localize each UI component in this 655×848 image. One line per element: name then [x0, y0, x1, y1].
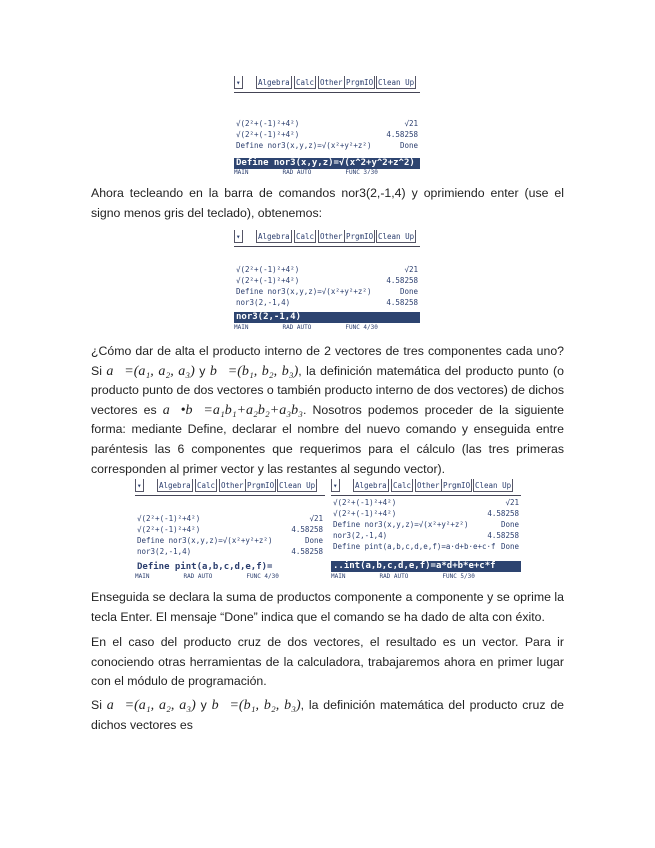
status-bar: MAIN RAD AUTO FUNC 4/30 — [135, 573, 279, 579]
entry-line: nor3(2,-1,4) — [234, 312, 420, 323]
calculator-screen-4 — [331, 479, 521, 579]
menu-prgmio: PrgmIO — [346, 232, 374, 241]
tools-icon: ▾ — [236, 78, 241, 87]
status-bar: MAIN RAD AUTO FUNC 5/30 — [331, 573, 475, 579]
menu-cleanup: Clean Up — [378, 232, 415, 241]
calculator-screen-1 — [234, 76, 420, 174]
dot-product-formula: a⃗•b⃗=a₁b₁+a₂b₂+a₃b₃ — [162, 402, 303, 418]
menu-calc: Calc — [296, 78, 315, 87]
menu-prgmio: PrgmIO — [346, 78, 374, 87]
history-row: √(2²+(-1)²+4²) √21 — [137, 514, 323, 523]
vector-a-formula: a⃗=(a₁, a₂, a₃) — [106, 698, 196, 713]
menu-prgmio: PrgmIO — [443, 481, 471, 490]
entry-line: Define nor3(x,y,z)=√(x^2+y^2+z^2) — [234, 158, 420, 169]
status-bar: MAIN RAD AUTO FUNC 4/30 — [234, 324, 378, 330]
history-row: Define nor3(x,y,z)=√(x²+y²+z²) Done — [137, 536, 323, 545]
history-row: √(2²+(-1)²+4²) 4.58258 — [236, 276, 418, 285]
menu-algebra: Algebra — [355, 481, 387, 490]
history-row: Define nor3(x,y,z)=√(x²+y²+z²) Done — [333, 520, 519, 529]
history-row: nor3(2,-1,4) 4.58258 — [236, 298, 418, 307]
history-area — [135, 513, 325, 557]
history-row: √(2²+(-1)²+4²) 4.58258 — [137, 525, 323, 534]
menu-calc: Calc — [393, 481, 412, 490]
history-row: Define nor3(x,y,z)=√(x²+y²+z²) Done — [236, 141, 418, 150]
history-area — [331, 497, 521, 552]
tools-icon: ▾ — [236, 232, 241, 241]
calculator-screen-3 — [135, 479, 325, 579]
entry-line: ..int(a,b,c,d,e,f)=a*d+b*e+c*f — [331, 561, 521, 572]
menu-cleanup: Clean Up — [279, 481, 316, 490]
status-bar: MAIN RAD AUTO FUNC 3/30 — [234, 169, 378, 174]
menu-other: Other — [320, 78, 343, 87]
menu-prgmio: PrgmIO — [247, 481, 275, 490]
menu-cleanup: Clean Up — [475, 481, 512, 490]
menu-other: Other — [320, 232, 343, 241]
history-row: √(2²+(-1)²+4²) 4.58258 — [236, 130, 418, 139]
menu-algebra: Algebra — [159, 481, 191, 490]
paragraph-2: ¿Cómo dar de alta el producto interno de 2 vectores de tres componentes cada uno? Si a⃗=(a₁, a₂, a₃) y b⃗=(b₁, b₂, b₃), la definición matemática del producto punto (o producto punto de dos vectores o también producto interno de dos vectores) de dichos vectores es a⃗•b⃗=a₁b₁+a₂b₂+a₃b₃. Nosotros podemos proceder de la siguiente forma: mediante Define, declarar el nombre del nuevo comando y enseguida entre paréntesis las 6 componentes que requerimos para el cálculo (las tres primeras corresponden al primer vector y las restantes al segundo vector). — [91, 344, 564, 476]
paragraph-3: Enseguida se declara la suma de productos componente a componente y se oprime la tecla Enter. El mensaje “Done” indica que el comando se ha dado de alta con éxito. — [91, 590, 564, 624]
history-row: √(2²+(-1)²+4²) √21 — [236, 119, 418, 128]
history-row: nor3(2,-1,4) 4.58258 — [137, 547, 323, 556]
toolbar — [331, 479, 521, 492]
history-row: Define pint(a,b,c,d,e,f)=a·d+b·e+c·f Done — [333, 542, 519, 551]
calculator-screen-2 — [234, 230, 420, 330]
vector-b-formula: b⃗=(b₁, b₂, b₃) — [209, 363, 299, 379]
vector-a-formula: a⃗=(a₁, a₂, a₃) — [106, 363, 195, 379]
paragraph-1: Ahora tecleando en la barra de comandos nor3(2,-1,4) y oprimiendo enter (use el signo menos gris del teclado), obtenemos: — [91, 186, 564, 220]
history-row: √(2²+(-1)²+4²) 4.58258 — [333, 509, 519, 518]
toolbar — [234, 230, 420, 243]
history-row: Define nor3(x,y,z)=√(x²+y²+z²) Done — [236, 287, 418, 296]
menu-calc: Calc — [197, 481, 216, 490]
toolbar — [234, 76, 420, 89]
paragraph-5: Si a⃗=(a₁, a₂, a₃) y b⃗=(b₁, b₂, b₃), la definición matemática del producto cruz de dichos vectores es — [91, 698, 565, 732]
history-area — [234, 118, 420, 151]
menu-cleanup: Clean Up — [378, 78, 415, 87]
menu-algebra: Algebra — [258, 232, 290, 241]
entry-line: Define pint(a,b,c,d,e,f)= — [137, 562, 273, 572]
history-row: √(2²+(-1)²+4²) √21 — [236, 265, 418, 274]
tools-icon: ▾ — [333, 481, 338, 490]
menu-calc: Calc — [296, 232, 315, 241]
menu-other: Other — [221, 481, 244, 490]
toolbar — [135, 479, 325, 492]
history-area — [234, 264, 420, 308]
tools-icon: ▾ — [137, 481, 142, 490]
history-row: √(2²+(-1)²+4²) √21 — [333, 498, 519, 507]
menu-algebra: Algebra — [258, 78, 290, 87]
vector-b-formula: b⃗=(b₁, b₂, b₃) — [211, 698, 301, 713]
history-row: nor3(2,-1,4) 4.58258 — [333, 531, 519, 540]
paragraph-4: En el caso del producto cruz de dos vectores, el resultado es un vector. Para ir conociendo otras herramientas de la calculadora, trabajaremos ahora en primer lugar con el módulo de programación. — [91, 635, 564, 689]
menu-other: Other — [417, 481, 440, 490]
